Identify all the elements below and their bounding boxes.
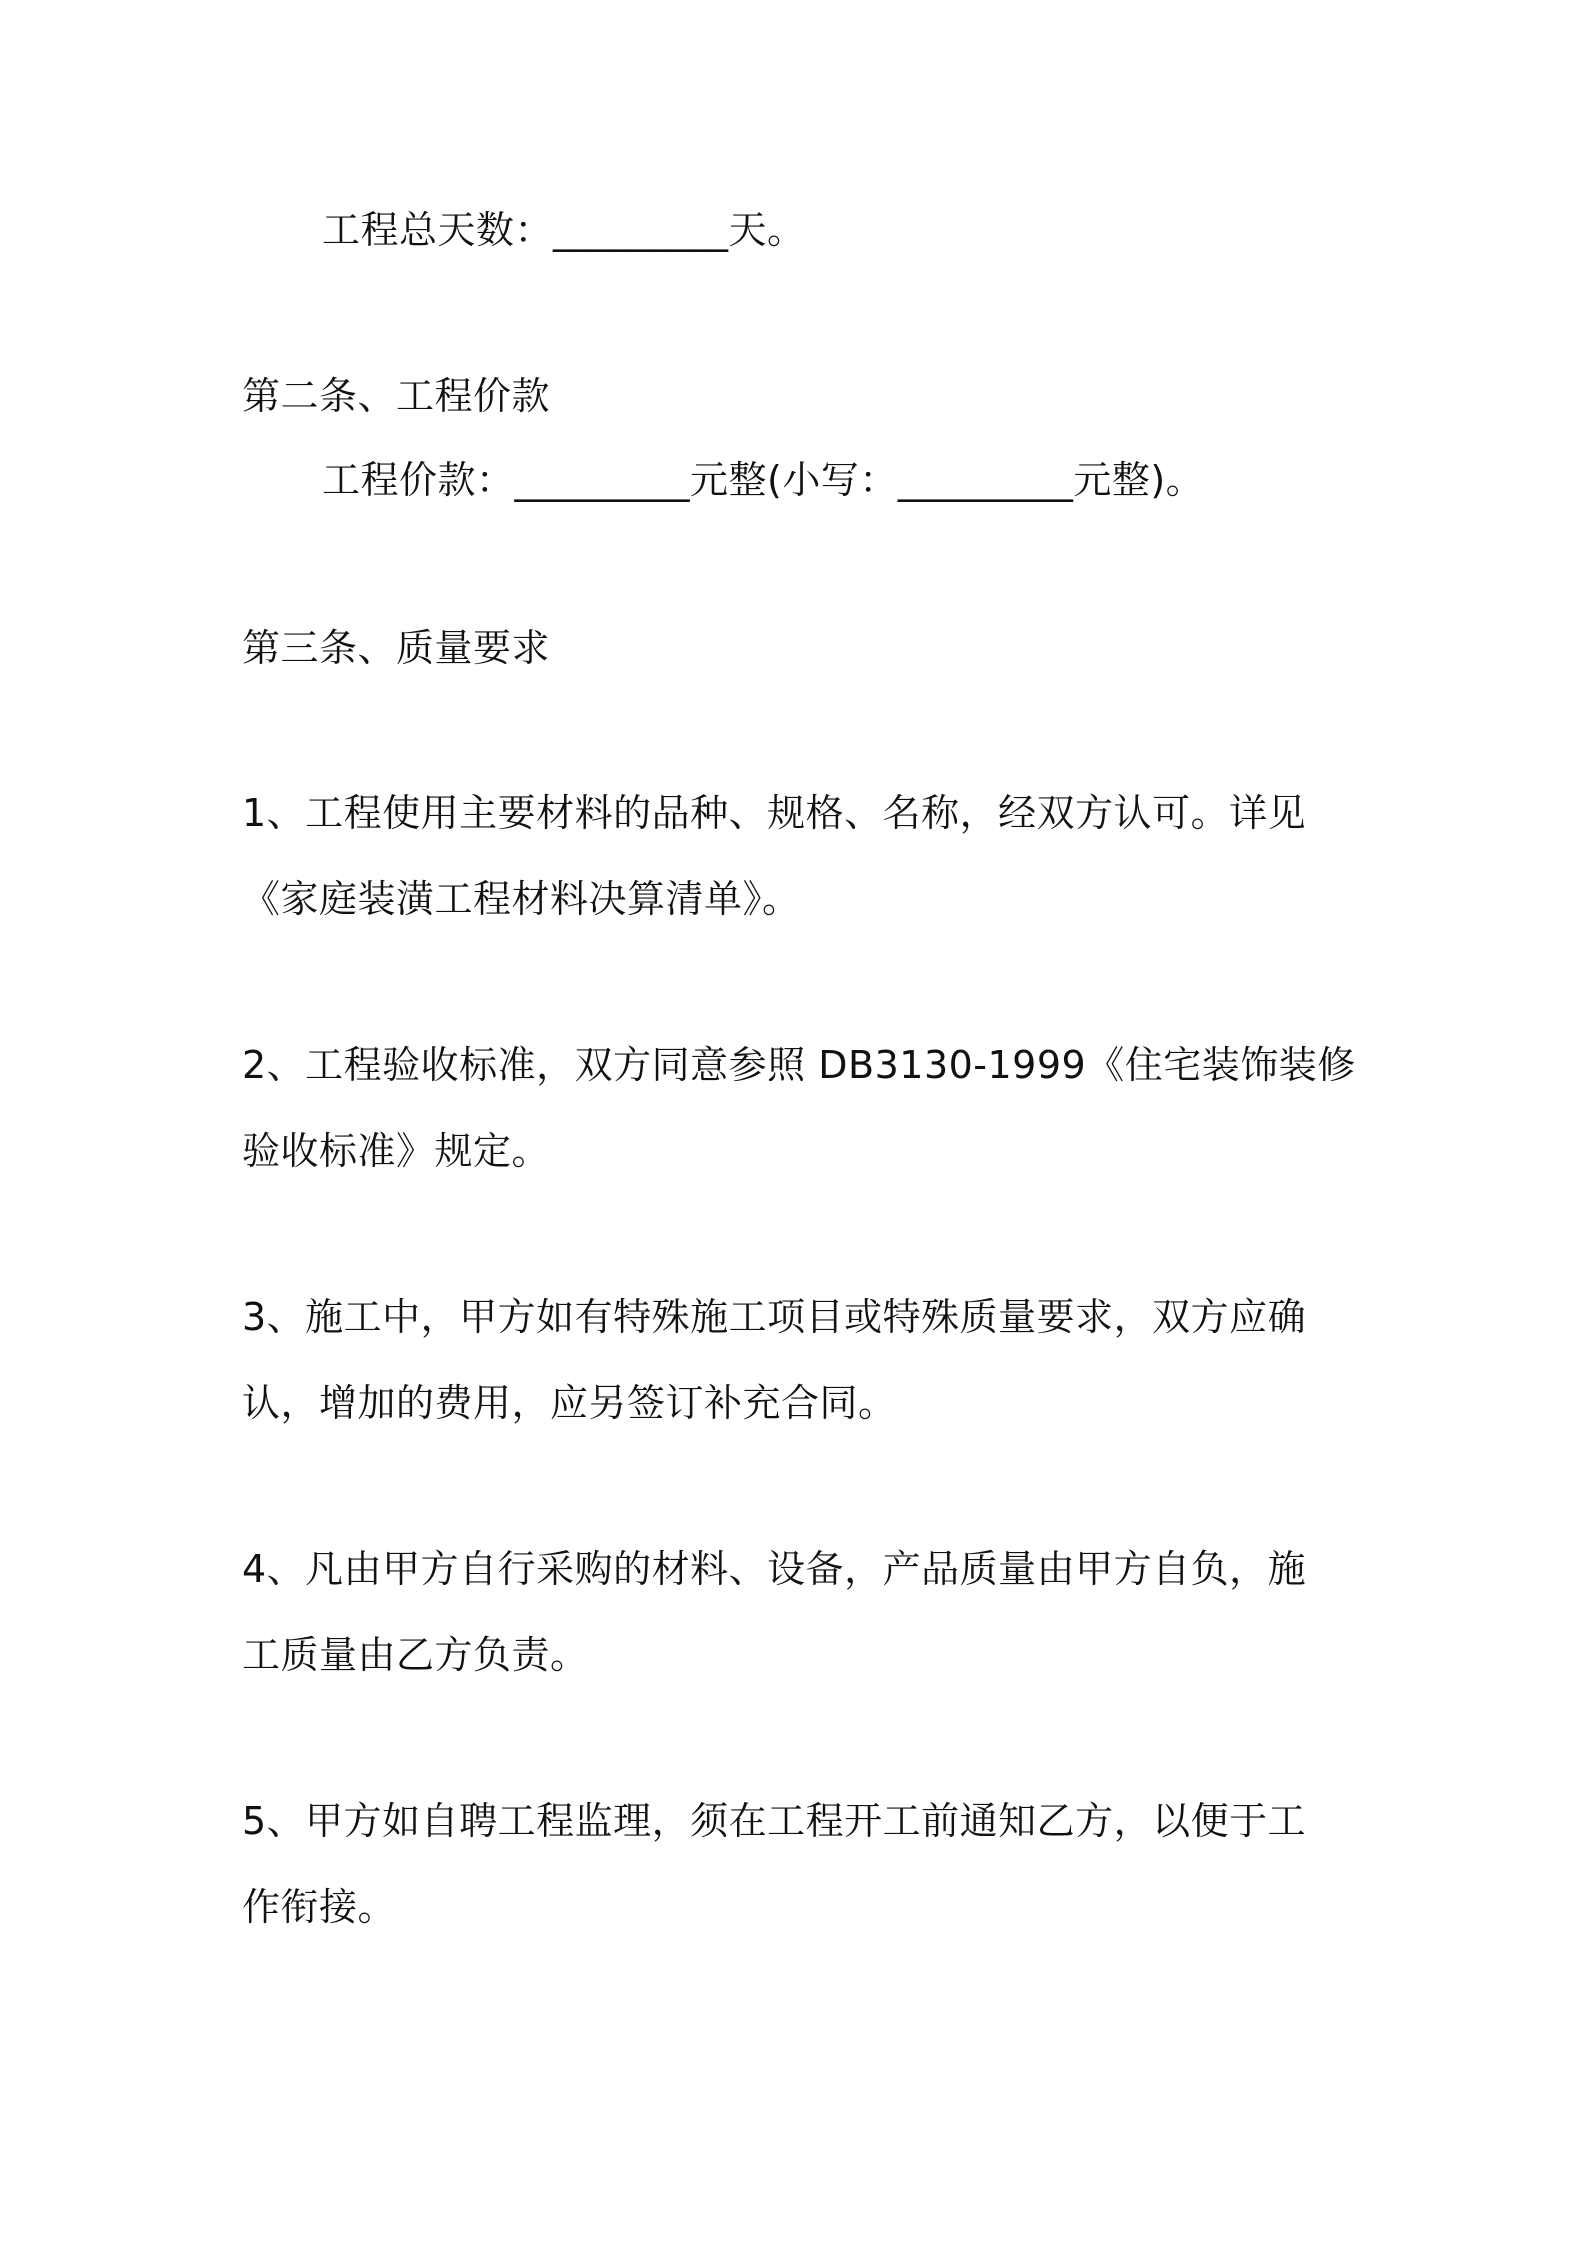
item-2-line-2: 验收标准》规定。 xyxy=(242,1129,551,1173)
item-1-line-1: 1、工程使用主要材料的品种、规格、名称，经双方认可。详见 xyxy=(242,791,1307,835)
article2-title: 第二条、工程价款 xyxy=(242,374,551,418)
item-5-line-1: 5、甲方如自聘工程监理，须在工程开工前通知乙方，以便于工 xyxy=(242,1799,1307,1843)
item-4-line-2: 工质量由乙方负责。 xyxy=(242,1633,589,1677)
total-days-line: 工程总天数：_________天。 xyxy=(322,208,806,252)
item-3-line-1: 3、施工中，甲方如有特殊施工项目或特殊质量要求，双方应确 xyxy=(242,1295,1307,1339)
item-2-line-1: 2、工程验收标准，双方同意参照 DB3130-1999《住宅装饰装修 xyxy=(242,1043,1356,1087)
item-4-line-1: 4、凡由甲方自行采购的材料、设备，产品质量由甲方自负，施 xyxy=(242,1547,1307,1591)
item-1-line-2: 《家庭装潢工程材料决算清单》。 xyxy=(242,877,801,921)
item-3-line-2: 认，增加的费用，应另签订补充合同。 xyxy=(242,1381,897,1425)
article2-price-line: 工程价款：_________元整(小写：_________元整)。 xyxy=(322,458,1205,502)
item-5-line-2: 作衔接。 xyxy=(242,1885,397,1929)
article3-title: 第三条、质量要求 xyxy=(242,626,551,670)
